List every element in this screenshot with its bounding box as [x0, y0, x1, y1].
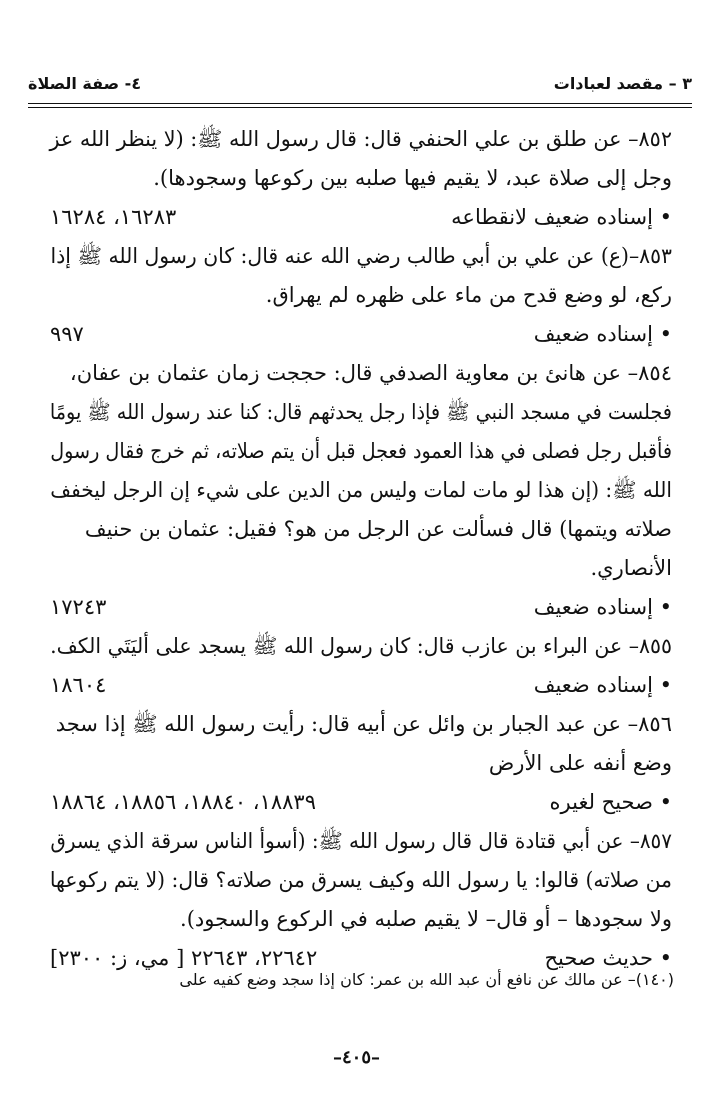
hadith-text-line: الله ﷺ: (إن هذا لو مات لمات وليس من الدين على شيء إن الرجل ليخفف — [50, 478, 673, 502]
hadith-text-line: ٨٥٦– عن عبد الجبار بن وائل عن أبيه قال: رأيت رسول الله ﷺ إذا سجد — [55, 712, 672, 736]
hadith-text-line: ركع، لو وضع قدح من ماء على ظهره لم يهراق. — [265, 283, 672, 307]
hadith-reference-numbers: ١٨٨٣٩، ١٨٨٤٠، ١٨٨٥٦، ١٨٨٦٤ — [50, 790, 316, 814]
hadith-reference-numbers: ٢٢٦٤٢، ٢٢٦٤٣ [ مي، ز: ٢٣٠٠] — [50, 946, 318, 970]
hadith-entry — [50, 354, 672, 627]
hadith-text-line: ولا سجودها – أو قال– لا يقيم صلبه في الركوع والسجود). — [180, 907, 672, 931]
isnad-grade: • صحيح لغيره — [549, 790, 672, 814]
hadith-reference-numbers: ١٦٢٨٣، ١٦٢٨٤ — [50, 205, 177, 229]
hadith-list — [50, 120, 672, 978]
hadith-text-line: صلاته ويتمها) قال فسألت عن الرجل من هو؟ فقيل: عثمان بن حنيف — [84, 517, 672, 541]
running-header — [28, 74, 692, 100]
hadith-entry — [50, 237, 672, 354]
isnad-grade: • حديث صحيح — [544, 946, 672, 970]
hadith-text-line: وضع أنفه على الأرض — [488, 751, 672, 775]
isnad-grade: • إسناده ضعيف لانقطاعه — [451, 205, 672, 229]
header-divider-thin — [28, 107, 692, 108]
hadith-reference-numbers: ٩٩٧ — [50, 322, 84, 346]
hadith-entry — [50, 822, 672, 978]
grading-row — [50, 666, 672, 705]
footnote: (١٤٠)– عن مالك عن نافع أن عبد الله بن عمر: كان إذا سجد وضع كفيه على — [179, 970, 674, 989]
hadith-text-line: ٨٥٣–(ع) عن علي بن أبي طالب رضي الله عنه قال: كان رسول الله ﷺ إذا — [50, 244, 672, 268]
grading-row — [50, 783, 672, 822]
hadith-entry — [50, 705, 672, 822]
hadith-text-line: من صلاته) قالوا: يا رسول الله وكيف يسرق من صلاته؟ قال: (لا يتم ركوعها — [49, 868, 672, 892]
hadith-text-line: ٨٥٧– عن أبي قتادة قال قال رسول الله ﷺ: (أسوأ الناس سرقة الذي يسرق — [50, 829, 672, 853]
hadith-text-line: فأقبل رجل فصلى في هذا العمود فعجل قبل أن يتم صلاته، ثم خرج فقال رسول — [50, 439, 672, 463]
hadith-text-line: ٨٥٢– عن طلق بن علي الحنفي قال: قال رسول الله ﷺ: (لا ينظر الله عز — [49, 127, 672, 151]
header-divider — [28, 103, 692, 104]
hadith-reference-numbers: ١٨٦٠٤ — [50, 673, 107, 697]
isnad-grade: • إسناده ضعيف — [533, 595, 672, 619]
hadith-text-line: ٨٥٥– عن البراء بن عازب قال: كان رسول الله ﷺ يسجد على أليَتَي الكف. — [50, 634, 672, 658]
page-number: –٤٠٥– — [332, 1047, 380, 1068]
isnad-grade: • إسناده ضعيف — [533, 673, 672, 697]
grading-row — [50, 315, 672, 354]
grading-row — [50, 588, 672, 627]
hadith-text-line: فجلست في مسجد النبي ﷺ فإذا رجل يحدثهم قال: كنا عند رسول الله ﷺ يومًا — [49, 400, 673, 424]
hadith-text-line: وجل إلى صلاة عبد، لا يقيم فيها صلبه بين ركوعها وسجودها). — [153, 166, 672, 190]
hadith-entry — [50, 627, 672, 705]
hadith-entry — [50, 120, 672, 237]
hadith-reference-numbers: ١٧٢٤٣ — [50, 595, 107, 619]
hadith-text-line: ٨٥٤– عن هانئ بن معاوية الصدفي قال: حججت زمان عثمان بن عفان، — [69, 361, 672, 385]
section-title: ٤- صفة الصلاة — [28, 74, 142, 93]
hadith-text-line: الأنصاري. — [590, 556, 672, 580]
grading-row — [50, 198, 672, 237]
chapter-title: ٣ – مقصد لعبادات — [553, 74, 692, 93]
isnad-grade: • إسناده ضعيف — [533, 322, 672, 346]
